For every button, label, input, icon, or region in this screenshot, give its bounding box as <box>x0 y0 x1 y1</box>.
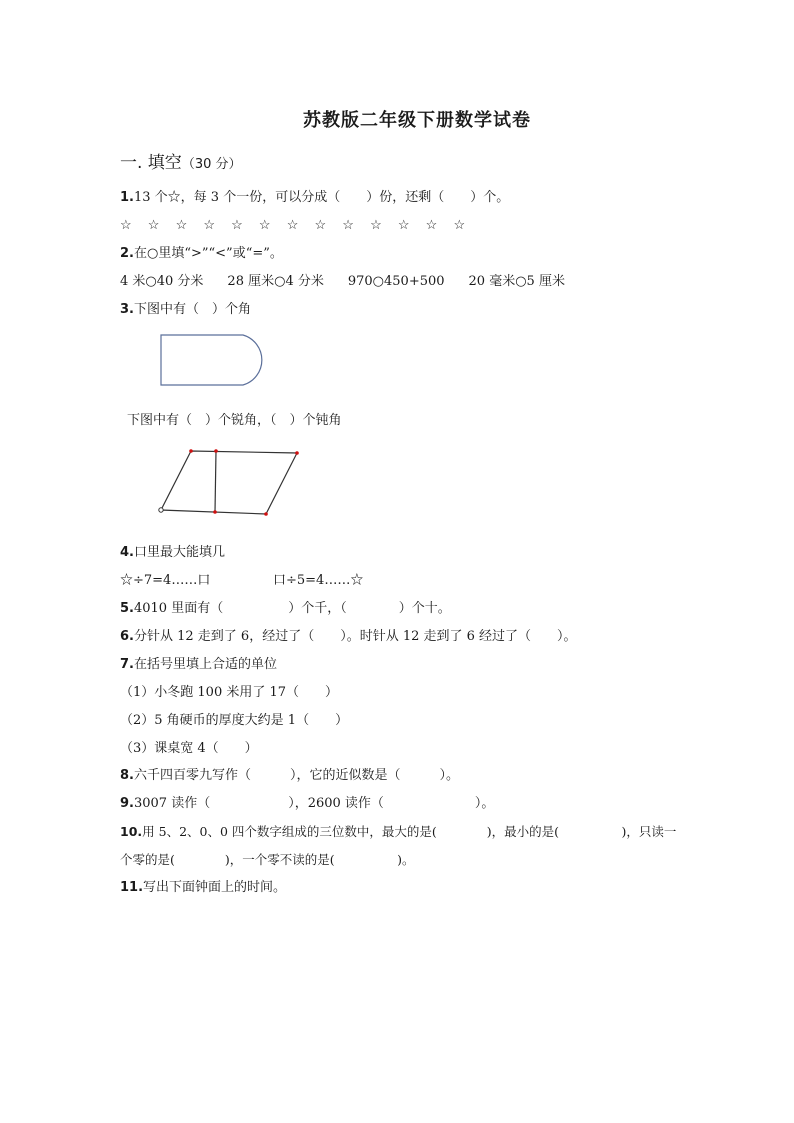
rounded-rectangle-figure <box>155 330 275 392</box>
question-4 <box>120 544 225 562</box>
section-name: 一. 填空 <box>120 153 182 173</box>
section-points: （30 分） <box>181 157 242 172</box>
question-text: 分针从 12 走到了 6，经过了（ ）。时针从 12 走到了 6 经过了（ ）。 <box>133 629 577 644</box>
question-7-sub-3: （3）课桌宽 4（ ） <box>120 741 258 756</box>
question-2 <box>120 245 283 263</box>
question-number: 2. <box>120 246 134 261</box>
stars-row: ☆ ☆ ☆ ☆ ☆ ☆ ☆ ☆ ☆ ☆ ☆ ☆ ☆ <box>120 218 472 233</box>
question-text: 六千四百零九写作（ ），它的近似数是（ ）。 <box>133 768 459 783</box>
question-text: 4010 里面有（ ）个千，（ ）个十。 <box>133 601 451 616</box>
division-b: 口÷5=4……☆ <box>273 573 364 588</box>
question-number: 1. <box>120 190 134 205</box>
question-text: 在括号里填上合适的单位 <box>133 657 277 672</box>
question-text: 用 5、2、0、0 四个数字组成的三位数中，最大的是( )，最小的是( )，只读一 <box>142 824 677 839</box>
question-number: 11. <box>120 880 144 895</box>
dividing-line <box>215 451 216 512</box>
vertex-point <box>189 449 193 453</box>
question-number: 7. <box>120 657 134 672</box>
comparison-item: 970○450+500 <box>347 274 445 289</box>
vertex-point <box>213 510 217 514</box>
question-7 <box>120 656 277 674</box>
rounded-shape-outline <box>161 335 262 385</box>
question-7-sub-2: （2）5 角硬币的厚度大约是 1（ ） <box>120 713 349 728</box>
vertex-point-open <box>159 508 163 512</box>
question-number: 9. <box>120 796 134 811</box>
question-8 <box>120 767 459 785</box>
question-number: 4. <box>120 545 134 560</box>
question-1 <box>120 189 509 207</box>
vertex-point <box>295 451 299 455</box>
question-number: 5. <box>120 601 134 616</box>
vertex-point <box>264 512 268 516</box>
question-text: 口里最大能填几 <box>133 545 225 560</box>
comparison-row <box>120 273 565 291</box>
question-5 <box>120 600 451 618</box>
question-number: 10. <box>120 824 143 839</box>
page-title: 苏教版二年级下册数学试卷 <box>303 110 531 131</box>
question-7-sub-1: （1）小冬跑 100 米用了 17（ ） <box>120 685 339 700</box>
question-10 <box>120 823 676 841</box>
question-10-line-2: 个零的是( )，一个零不读的是( )。 <box>120 852 415 867</box>
question-text: 写出下面钟面上的时间。 <box>143 880 287 895</box>
question-3-part-2: 下图中有（ ）个锐角，（ ）个钝角 <box>127 413 342 428</box>
comparison-item: 4 米○40 分米 <box>120 274 204 289</box>
question-text: 13 个☆，每 3 个一份，可以分成（ ）份，还剩（ ）个。 <box>133 190 510 205</box>
vertex-point <box>214 449 218 453</box>
question-number: 8. <box>120 768 134 783</box>
comparison-item: 20 毫米○5 厘米 <box>468 274 565 289</box>
question-6 <box>120 628 577 646</box>
question-number: 6. <box>120 629 134 644</box>
section-heading <box>120 148 242 173</box>
question-11 <box>120 879 286 897</box>
question-text: 下图中有（ ）个角 <box>133 302 251 317</box>
parallelogram-figure <box>155 445 305 520</box>
division-a: ☆÷7=4……口 <box>120 573 211 588</box>
question-text: 在○里填“>”“<”或“=”。 <box>133 246 283 261</box>
question-number: 3. <box>120 302 134 317</box>
parallelogram-outline <box>161 451 297 514</box>
question-3 <box>120 301 251 319</box>
question-text: 3007 读作（ ），2600 读作（ ）。 <box>133 796 495 811</box>
question-9 <box>120 795 494 813</box>
comparison-item: 28 厘米○4 分米 <box>227 274 324 289</box>
